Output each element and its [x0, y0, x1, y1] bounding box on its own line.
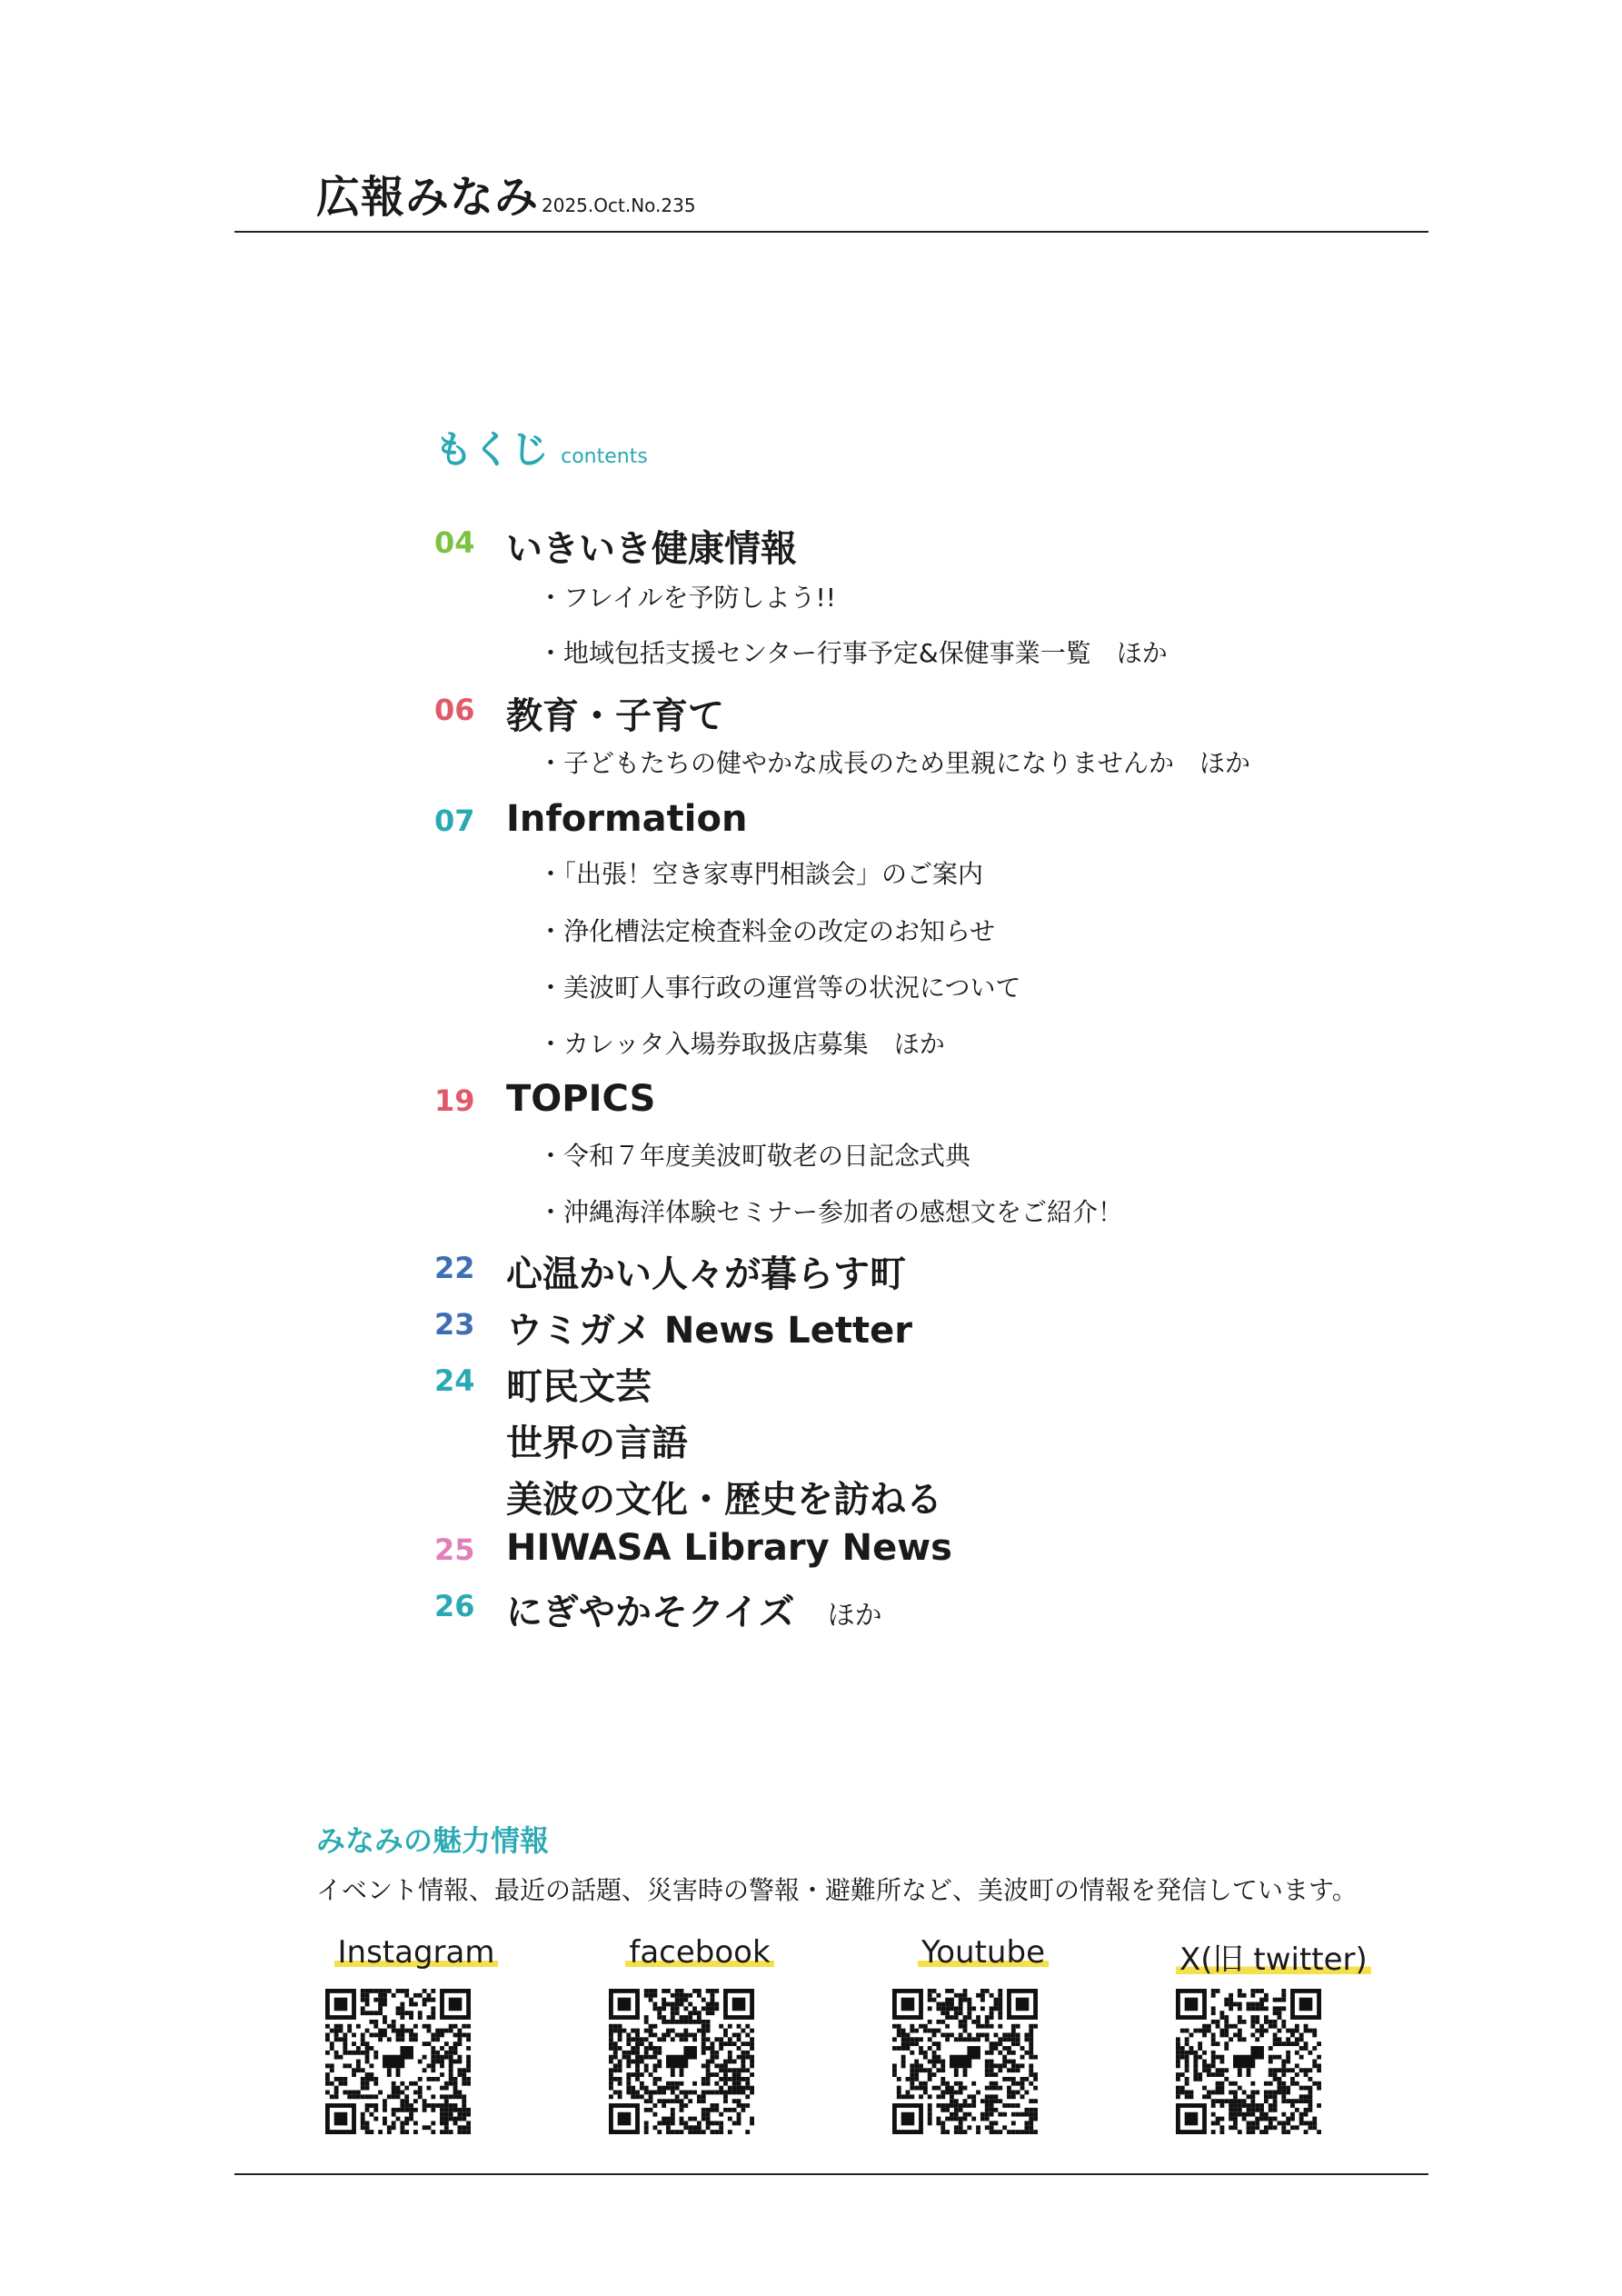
toc-sub-item[interactable]: ・美波町人事行政の運営等の状況について [538, 973, 1021, 1003]
toc-sub-item[interactable]: ・令和７年度美波町敬老の日記念式典 [538, 1141, 971, 1171]
toc-section-title[interactable]: 町民文芸 [506, 1366, 652, 1408]
sns-instagram[interactable] [325, 1934, 507, 1971]
toc-page-number: 04 [434, 525, 475, 560]
toc-section-title[interactable] [506, 1583, 882, 1635]
sns-label: Youtube [918, 1934, 1049, 1971]
toc-page-number: 23 [434, 1307, 475, 1342]
toc-section-title[interactable]: 教育・子育て [506, 695, 724, 737]
toc-page-number: 24 [434, 1363, 475, 1398]
toc-heading-en: contents [561, 445, 648, 468]
toc-section-title[interactable]: ウミガメ News Letter [506, 1310, 912, 1352]
toc-sub-item[interactable]: ・浄化槽法定検査料金の改定のお知らせ [538, 916, 996, 946]
sns-x-twitter[interactable] [1176, 1934, 1368, 1979]
toc-page-number: 19 [434, 1083, 475, 1118]
qr-code-icon[interactable] [1176, 1989, 1321, 2134]
toc-sub-item[interactable]: ・フレイルを予防しよう!! [538, 583, 836, 613]
toc-sub-item[interactable]: ・沖縄海洋体験セミナー参加者の感想文をご紹介！ [538, 1197, 1124, 1227]
qr-code-icon[interactable] [325, 1989, 471, 2134]
qr-code-icon[interactable] [609, 1989, 754, 2134]
sns-label: Instagram [334, 1934, 499, 1971]
header-title: 広報みなみ [316, 172, 540, 223]
toc-page-number: 25 [434, 1532, 475, 1567]
toc-sub-item[interactable]: ・カレッタ入場券取扱店募集 ほか [538, 1029, 945, 1059]
toc-section-title[interactable]: TOPICS [506, 1078, 656, 1120]
toc-section-title[interactable]: Information [506, 798, 748, 840]
toc-sub-item[interactable]: ・地域包括支援センター行事予定&保健事業一覧 ほか [538, 638, 1168, 668]
issue-number: 2025.Oct.No.235 [542, 195, 696, 216]
header-rule [234, 231, 1428, 233]
footer-rule [234, 2173, 1428, 2175]
toc-section-title-text: にぎやかそクイズ [506, 1592, 795, 1633]
toc-section-title[interactable]: 世界の言語 [506, 1423, 688, 1464]
sns-label: X(旧 twitter) [1176, 1934, 1371, 1979]
sns-youtube[interactable] [892, 1934, 1074, 1971]
toc-section-title[interactable]: 心温かい人々が暮らす町 [506, 1253, 906, 1295]
toc-page-number: 22 [434, 1251, 475, 1285]
toc-heading-jp: もくじ [434, 427, 550, 472]
toc-section-title[interactable]: HIWASA Library News [506, 1527, 952, 1569]
toc-section-title[interactable]: 美波の文化・歴史を訪ねる [506, 1479, 942, 1521]
toc-page-number: 07 [434, 804, 475, 838]
sns-label: facebook [625, 1934, 773, 1971]
toc-page-number: 06 [434, 693, 475, 727]
charm-description: イベント情報、最近の話題、災害時の警報・避難所など、美波町の情報を発信しています。 [316, 1875, 1358, 1905]
toc-section-suffix: ほか [827, 1600, 882, 1632]
toc-page-number: 26 [434, 1589, 475, 1623]
toc-section-title[interactable]: いきいき健康情報 [506, 528, 797, 570]
charm-title: みなみの魅力情報 [316, 1823, 550, 1858]
toc-heading [434, 420, 648, 474]
sns-facebook[interactable] [609, 1934, 791, 1971]
toc-sub-item[interactable]: ・子どもたちの健やかな成長のため里親になりませんか ほか [538, 748, 1251, 778]
toc-sub-item[interactable]: ・「出張！空き家専門相談会」のご案内 [538, 859, 984, 889]
qr-code-icon[interactable] [892, 1989, 1038, 2134]
